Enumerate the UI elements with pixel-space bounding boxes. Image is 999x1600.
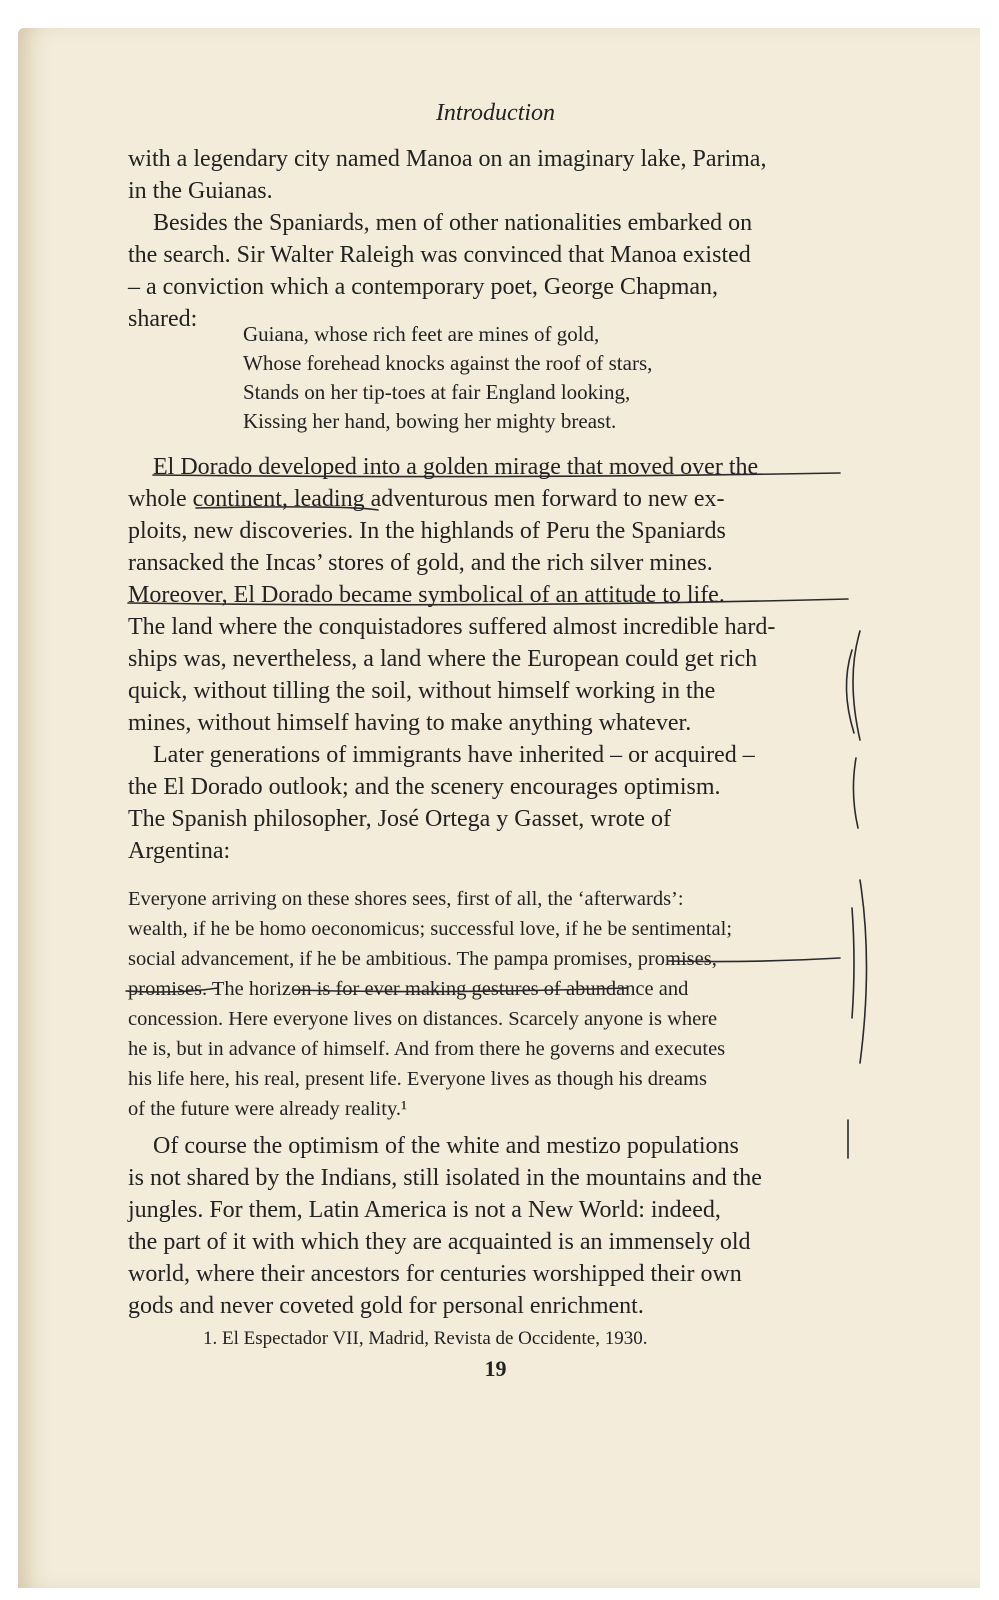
block-quote-line: promises. The horizon is for ever making gestures of abundance and (128, 978, 689, 1000)
body-line: is not shared by the Indians, still isolated in the mountains and the (128, 1165, 762, 1191)
verse-line: Kissing her hand, bowing her mighty breast. (243, 409, 617, 433)
body-line: The Spanish philosopher, José Ortega y Gasset, wrote of (128, 806, 671, 832)
body-line: mines, without himself having to make anything whatever. (128, 710, 692, 736)
verse-line: Whose forehead knocks against the roof of stars, (243, 351, 653, 375)
body-line: Later generations of immigrants have inherited – or acquired – (153, 742, 755, 768)
margin-bracket-mark (852, 908, 854, 1018)
block-quote-line: his life here, his real, present life. Everyone lives as though his dreams (128, 1068, 707, 1090)
block-quote-line: wealth, if he be homo oeconomicus; successful love, if he be sentimental; (128, 918, 733, 940)
body-line: whole continent, leading adventurous men forward to new ex- (128, 486, 725, 512)
body-line: Besides the Spaniards, men of other nationalities embarked on (153, 210, 753, 236)
body-line: the search. Sir Walter Raleigh was convinced that Manoa existed (128, 242, 751, 268)
body-line: shared: (128, 306, 198, 332)
verse-line: Stands on her tip-toes at fair England looking, (243, 380, 631, 404)
body-line: Moreover, El Dorado became symbolical of an attitude to life. (128, 582, 725, 608)
body-line: jungles. For them, Latin America is not a New World: indeed, (128, 1197, 721, 1223)
body-line: The land where the conquistadores suffered almost incredible hard- (128, 614, 776, 640)
book-page (18, 28, 980, 1588)
body-line: world, where their ancestors for centuries worshipped their own (128, 1261, 742, 1287)
body-line: the part of it with which they are acquainted is an immensely old (128, 1229, 751, 1255)
body-line: ploits, new discoveries. In the highlands of Peru the Spaniards (128, 518, 726, 544)
footnote: 1. El Espectador VII, Madrid, Revista de Occidente, 1930. (203, 1328, 648, 1349)
body-line: ransacked the Incas’ stores of gold, and the rich silver mines. (128, 550, 713, 576)
body-line: ships was, nevertheless, a land where the European could get rich (128, 646, 758, 672)
block-quote-line: Everyone arriving on these shores sees, first of all, the ‘afterwards’: (128, 888, 684, 910)
running-head: Introduction (435, 100, 556, 126)
block-quote-line: social advancement, if he be ambitious. The pampa promises, promises, (128, 948, 717, 970)
body-line: El Dorado developed into a golden mirage that moved over the (153, 454, 759, 480)
body-line: Of course the optimism of the white and mestizo populations (153, 1133, 739, 1159)
body-line: Argentina: (128, 838, 231, 864)
body-line: – a conviction which a contemporary poet, George Chapman, (128, 274, 719, 300)
verse-line: Guiana, whose rich feet are mines of gold, (243, 322, 600, 346)
body-line: the El Dorado outlook; and the scenery encourages optimism. (128, 774, 721, 800)
block-quote-line: of the future were already reality.¹ (128, 1098, 408, 1120)
body-line: quick, without tilling the soil, without himself working in the (128, 678, 716, 704)
body-line: in the Guianas. (128, 178, 273, 204)
page-number: 19 (484, 1356, 507, 1381)
body-line: gods and never coveted gold for personal enrichment. (128, 1293, 644, 1319)
block-quote-line: he is, but in advance of himself. And from there he governs and executes (128, 1038, 726, 1060)
body-line: with a legendary city named Manoa on an imaginary lake, Parima, (128, 146, 767, 172)
block-quote-line: concession. Here everyone lives on distances. Scarcely anyone is where (128, 1008, 718, 1030)
margin-bracket-mark (860, 880, 867, 1063)
